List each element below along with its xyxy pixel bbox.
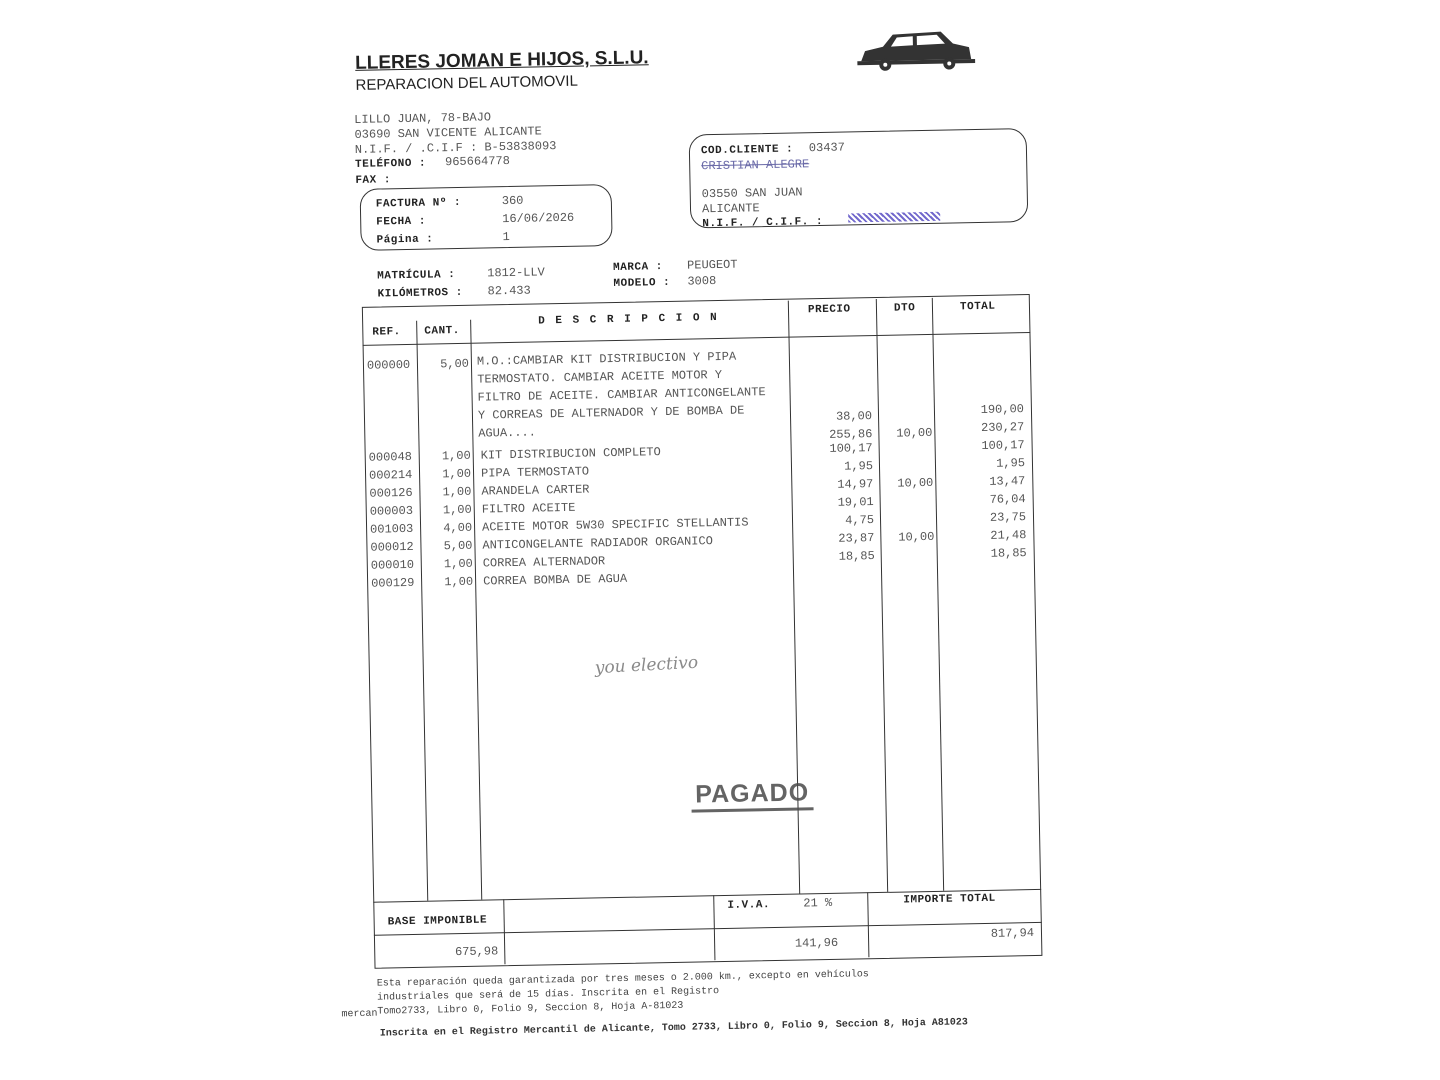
company-subtitle: REPARACION DEL AUTOMOVIL — [355, 72, 578, 94]
client-code-label: COD.CLIENTE : — [700, 143, 794, 158]
marca-label: MARCA : — [613, 261, 663, 275]
labor-desc-line-2: TERMOSTATO. CAMBIAR ACEITE MOTOR Y — [477, 367, 723, 387]
row-cant: 1,00 — [441, 448, 471, 464]
labor-desc-line-3: FILTRO DE ACEITE. CAMBIAR ANTICONGELANTE — [477, 385, 766, 405]
footer-line2: industriales que será de 15 días. Inscrita en el Registro — [377, 986, 720, 1004]
row-desc: FILTRO ACEITE — [481, 500, 576, 517]
row-ref: 000126 — [369, 485, 413, 501]
row-total: 21,48 — [990, 528, 1027, 543]
labor-precio-2: 255,86 — [829, 427, 873, 442]
labor-desc-line-4: Y CORREAS DE ALTERNADOR Y DE BOMBA DE — [477, 403, 745, 423]
labor-precio-1: 38,00 — [835, 409, 873, 424]
row-total: 1,95 — [996, 456, 1026, 471]
row-total: 23,75 — [989, 510, 1027, 525]
row-total: 13,47 — [989, 474, 1026, 489]
labor-total-1: 190,00 — [980, 402, 1025, 417]
row-cant: 1,00 — [442, 466, 472, 482]
iva-label: I.V.A. — [727, 899, 771, 912]
row-total: 18,85 — [990, 546, 1027, 561]
client-nif-label: N.I.F. / C.I.F. : — [702, 215, 824, 231]
handwritten-note: you electivo — [594, 652, 699, 679]
header-total: TOTAL — [959, 300, 996, 314]
row-ref: 001003 — [369, 521, 414, 537]
row-precio: 4,75 — [845, 513, 875, 528]
row-ref: 000003 — [369, 503, 414, 519]
row-ref: 000012 — [370, 539, 414, 555]
header-desc: D E S C R I P C I O N — [538, 311, 719, 328]
header-precio: PRECIO — [807, 303, 851, 317]
header-ref: REF. — [372, 326, 401, 339]
row-cant: 1,00 — [444, 574, 474, 590]
base-imponible-value: 675,98 — [454, 944, 499, 960]
row-ref: 000010 — [370, 557, 415, 573]
importe-total-label: IMPORTE TOTAL — [903, 892, 996, 907]
labor-cant: 5,00 — [440, 356, 470, 372]
row-ref: 000048 — [368, 449, 413, 465]
client-nif-redaction — [848, 212, 940, 223]
matricula-label: MATRÍCULA : — [377, 269, 456, 283]
row-cant: 1,00 — [443, 556, 473, 572]
base-imponible-label: BASE IMPONIBLE — [387, 914, 488, 929]
row-precio: 1,95 — [844, 459, 874, 474]
client-line1: 03550 SAN JUAN — [701, 185, 803, 202]
client-line2: ALICANTE — [701, 201, 760, 217]
row-dto: 10,00 — [897, 475, 934, 491]
client-code-value: 03437 — [808, 140, 846, 156]
importe-total-value: 817,94 — [990, 926, 1035, 941]
header-cant: CANT. — [424, 324, 460, 338]
footer-line1: Esta reparación queda garantizada por tres meses o 2.000 km., excepto en vehículos — [376, 969, 869, 990]
row-ref: 000129 — [371, 575, 415, 591]
iva-rate: 21 % — [803, 895, 833, 911]
row-desc: CORREA BOMBA DE AGUA — [483, 571, 628, 589]
row-cant: 4,00 — [443, 520, 473, 536]
car-logo-icon — [857, 25, 976, 77]
factura-value: 360 — [501, 193, 524, 209]
company-nif-value: B-53838093 — [484, 139, 557, 155]
row-desc: ANTICONGELANTE RADIADOR ORGANICO — [482, 534, 713, 553]
row-cant: 5,00 — [443, 538, 473, 554]
km-value: 82.433 — [487, 283, 531, 299]
row-precio: 19,01 — [837, 495, 874, 510]
company-fax-label: FAX : — [355, 174, 392, 187]
labor-total-2: 230,27 — [980, 420, 1025, 435]
fecha-value: 16/06/2026 — [502, 210, 575, 227]
company-address2: 03690 SAN VICENTE ALICANTE — [354, 124, 542, 142]
company-phone-value: 965664778 — [444, 153, 511, 170]
footer-line3: Tomo2733, Libro 0, Folio 9, Seccion 8, Hoja A-81023 — [377, 1000, 684, 1018]
row-desc: KIT DISTRIBUCION COMPLETO — [480, 445, 661, 463]
marca-value: PEUGEOT — [686, 257, 738, 273]
row-precio: 23,87 — [838, 531, 875, 546]
iva-value: 141,96 — [794, 935, 839, 951]
row-dto: 10,00 — [898, 529, 935, 545]
pagina-label: Página : — [376, 233, 434, 247]
row-precio: 18,85 — [838, 549, 875, 564]
row-desc: ACEITE MOTOR 5W30 SPECIFIC STELLANTIS — [481, 515, 749, 535]
row-cant: 1,00 — [442, 502, 472, 518]
matricula-value: 1812-LLV — [487, 265, 545, 281]
pagado-stamp: PAGADO — [691, 778, 813, 812]
pagina-value: 1 — [502, 229, 510, 245]
company-phone-label: TELÉFONO : — [355, 157, 427, 171]
client-name-struck: CRISTIAN ALEGRE — [701, 157, 810, 174]
labor-ref: 000000 — [366, 357, 411, 373]
footer-line4: Inscrita en el Registro Mercantil de Alicante, Tomo 2733, Libro 0, Folio 9, Seccion 8, Hoja A81023 — [379, 1017, 968, 1040]
header-dto: DTO — [893, 302, 916, 315]
modelo-label: MODELO : — [613, 276, 671, 291]
km-label: KILÓMETROS : — [377, 286, 463, 301]
row-ref: 000214 — [368, 467, 413, 483]
row-desc: ARANDELA CARTER — [481, 482, 590, 499]
labor-desc-line-1: M.O.:CAMBIAR KIT DISTRIBUCION Y PIPA — [476, 349, 737, 369]
footer-line3-prefix: mercan — [341, 1008, 378, 1021]
labor-dto-2: 10,00 — [896, 425, 933, 441]
row-precio: 100,17 — [829, 441, 873, 456]
modelo-value: 3008 — [687, 274, 717, 289]
company-name: LLERES JOMAN E HIJOS, S.L.U. — [354, 47, 649, 74]
row-precio: 14,97 — [837, 477, 874, 492]
row-total: 76,04 — [989, 492, 1026, 507]
row-cant: 1,00 — [442, 484, 472, 500]
row-total: 100,17 — [981, 438, 1025, 453]
labor-desc-line-5: AGUA.... — [478, 425, 537, 441]
fecha-label: FECHA : — [376, 215, 427, 229]
row-desc: CORREA ALTERNADOR — [482, 554, 606, 571]
factura-label: FACTURA Nº : — [375, 196, 462, 211]
company-address1: LILLO JUAN, 78-BAJO — [354, 110, 492, 127]
invoice-sheet — [341, 13, 1090, 1077]
row-desc: PIPA TERMOSTATO — [480, 464, 590, 481]
company-nif-label: N.I.F. / .C.I.F : — [354, 140, 478, 157]
